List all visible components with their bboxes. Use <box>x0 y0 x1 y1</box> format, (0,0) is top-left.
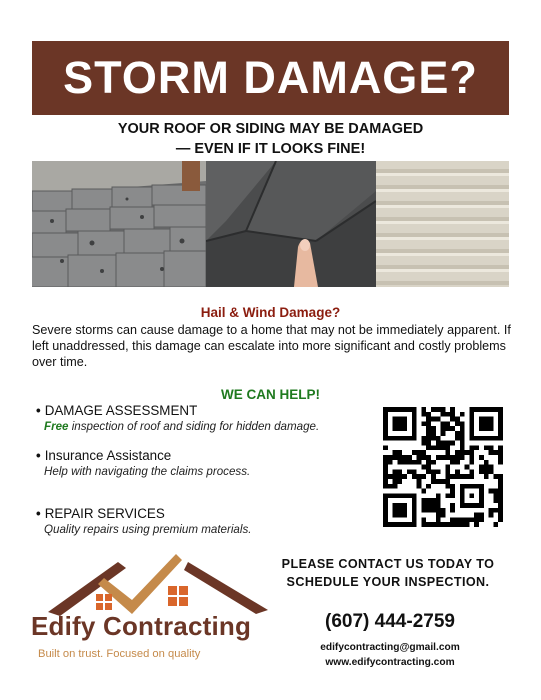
vinyl-siding-photo <box>376 161 509 287</box>
bullet: • <box>36 448 41 463</box>
service-insurance-assistance <box>36 448 250 478</box>
bullet: • <box>36 403 41 418</box>
storm-damage-banner <box>32 41 509 115</box>
bullet: • <box>36 506 41 521</box>
service-description: Help with navigating the claims process. <box>44 465 251 478</box>
service-repair-services <box>36 506 251 536</box>
hail-wind-heading: Hail & Wind Damage? <box>200 305 341 320</box>
finger-pointing-shingle-photo <box>206 161 376 287</box>
service-title: Insurance Assistance <box>44 448 172 463</box>
we-can-help-heading: WE CAN HELP! <box>221 387 320 402</box>
website-link[interactable]: www.edifycontracting.com <box>325 657 455 668</box>
intro-paragraph: Severe storms can cause damage to a home that may not be immediately apparent. If left unaddressed, this damage can escalate into more significant and costly problems over time. <box>32 323 511 369</box>
contact-cta-line-2: SCHEDULE YOUR INSPECTION. <box>286 575 490 589</box>
email-link[interactable]: edifycontracting@gmail.com <box>320 642 460 653</box>
banner-title: STORM DAMAGE? <box>63 52 478 103</box>
free-emphasis: Free <box>44 420 69 433</box>
photo-strip <box>32 161 509 287</box>
subheadline-line-1: YOUR ROOF OR SIDING MAY BE DAMAGED <box>117 121 424 137</box>
company-name: Edify Contracting <box>31 611 252 641</box>
service-title: REPAIR SERVICES <box>44 506 165 521</box>
service-title: DAMAGE ASSESSMENT <box>44 403 198 418</box>
phone-number[interactable]: (607) 444-2759 <box>325 611 455 632</box>
subheadline-line-2: — EVEN IF IT LOOKS FINE! <box>175 141 366 157</box>
service-description: Quality repairs using premium materials. <box>44 523 252 536</box>
qr-code[interactable] <box>383 407 503 527</box>
company-tagline: Built on trust. Focused on quality <box>38 648 201 660</box>
contact-cta-line-1: PLEASE CONTACT US TODAY TO <box>281 557 495 571</box>
service-damage-assessment <box>36 403 319 433</box>
hail-damaged-shingles-photo <box>32 161 206 287</box>
service-description: inspection of roof and siding for hidden damage. <box>68 420 320 433</box>
